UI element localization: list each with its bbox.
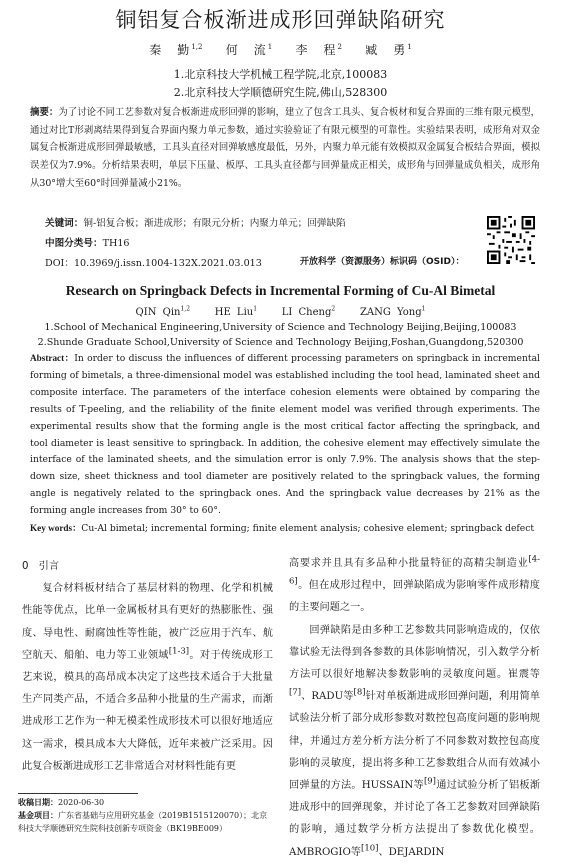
- footnote: [18, 793, 273, 835]
- author-cn: 秦 勤: [149, 43, 192, 57]
- affiliation-cn-2: 2.北京科技大学顺德研究生院,佛山,528300: [173, 86, 388, 99]
- keywords-cn-label: 关键词：: [45, 218, 84, 229]
- author-en: HE Liu: [214, 307, 254, 318]
- affiliation-en-2: 2.Shunde Graduate School,University of Science and Technology Beijing,Foshan,Guangdong,520300: [37, 337, 524, 348]
- keywords-cn-text: 铜-铝复合板；渐进成形；有限元分析；内聚力单元；回弹缺陷: [83, 218, 346, 229]
- clc-value: TH16: [102, 238, 130, 249]
- clc-label: 中图分类号：: [45, 238, 103, 249]
- abstract-cn-label: 摘要：: [30, 107, 59, 118]
- body-paragraph: 复合材料板材结合了基层材料的物理、化学和机械性能等优点，比单一金属板材具有更好的热膨胀性、强度、导电性、耐腐蚀性等性能，被广泛应用于汽车、航空航天、船舶、电力等工业领域[1-3]。对于传统成形工艺来说，模具的高昂成本决定了这些技术适合于大批量生产同类产品，不适合多品种小批量的生产需求，而渐进成形工艺作为一种无模柔性成形技术可以很好地适应这一需求，模具成本大大降低，近年来被广泛采用。因此复合板渐进成形工艺非常适合对材料性能有更: [22, 583, 274, 772]
- clc-number: [45, 235, 130, 249]
- authors-en: [0, 307, 561, 318]
- author-sup: 1: [267, 43, 273, 51]
- osid-label: 开放科学（资源服务）标识码（OSID）：: [300, 257, 465, 267]
- received-label: 收稿日期：: [18, 798, 58, 807]
- received-date: 2020-06-30: [58, 798, 105, 807]
- citation: [9]: [423, 776, 436, 787]
- title-cn: 铜铝复合板渐进成形回弹缺陷研究: [115, 8, 446, 32]
- author-sup: 1,2: [191, 43, 203, 51]
- citation: [7]: [289, 687, 302, 698]
- abstract-en-label: Abstract：: [30, 353, 75, 363]
- author-en: LI Cheng: [281, 307, 332, 318]
- footnote-rule: [18, 793, 138, 794]
- author-sup: 1,2: [180, 305, 191, 313]
- author-sup: 1: [407, 43, 412, 51]
- body-column-left: [22, 556, 273, 778]
- fund-label: 基金项目：: [18, 811, 58, 820]
- author-cn: 李 程: [295, 43, 338, 57]
- body-column-right: [289, 553, 540, 864]
- abstract-en-text: In order to discuss the influences of different processing parameters on springback in incremental forming of bimetals, a three-dimensional model was established including the tool head, laminated sheet and composite interface. The parameters of the interface cohesion elements were obtained by comparing the results of T-peeling, and the reliability of the finite element model was verified through experiments. The experimental results show that the forming angle is the most critical factor affecting the springback, and tool diameter is least sensitive to springback. In addition, the cohesive element may effectively simulate the interface of the laminated sheets, and the simulation error is only 7.9%. The analysis shows that the step-down size, sheet thickness and tool diameter are positively related to the springback values, the forming angle is negatively related to the springback ones. And the springback value decreases by 21% as the forming angle increases from 30° to 60°.: [30, 353, 540, 517]
- body-paragraph: 高要求并且具有多品种小批量特征的高精尖制造业[4-6]。但在成形过程中，回弹缺陷成为影响零件成形精度的主要问题之一。: [289, 554, 540, 614]
- keywords-en-label: Key words：: [30, 523, 82, 534]
- citation: [8]: [353, 687, 366, 698]
- author-sup: 1: [253, 305, 258, 313]
- title-en: Research on Springback Defects in Incremental Forming of Cu-Al Bimetal: [65, 283, 496, 298]
- body-paragraph: 回弹缺陷是由多种工艺参数共同影响造成的，仅依靠试验无法得到各参数的具体影响情况，引入数学分析方法可以很好地解决参数影响的灵敏度问题。崔震等[7]、RADU等[8]针对单板渐进成形回弹问题，利用简单试验法分析了部分成形参数对数控包高度问题的影响规律，并通过方差分析方法分析了不同参数对数控包高度影响的灵敏度，提出将多种工艺参数组合从而有效减小回弹量的方法。HUSSAIN等[9]通过试验分析了铝板渐进成形中的回弹现象，并讨论了各工艺参数对回弹缺陷的影响，通过数学分析方法提出了参数优化模型。AMBROGIO等[10]、DEJARDIN: [289, 624, 541, 858]
- abstract-cn-text: 为了讨论不同工艺参数对复合板渐进成形回弹的影响，建立了包含工具头、复合板材和复合界面的三维有限元模型，通过对比T形剥离结果得到复合界面内聚力单元参数，通过实验验证了有限元模型的可靠性。实验结果表明，成形角对双金属复合板渐进成形回弹最敏感，工具头直径对回弹敏感度最低，另外，内聚力单元能有效模拟双金属复合板结合界面，模拟误差仅为7.9%。分析结果表明，单层下压量、板厚、工具头直径都与回弹量成正相关，成形角与回弹量成负相关，成形角从30°增大至60°时回弹量减小21%。: [30, 107, 540, 189]
- author-sup: 2: [337, 43, 342, 51]
- affiliation-cn-1: 1.北京科技大学机械工程学院,北京,100083: [173, 68, 388, 81]
- doi: DOI：10.3969/j.issn.1004-132X.2021.03.013: [45, 258, 262, 269]
- authors-cn: [0, 41, 561, 58]
- keywords-cn: [45, 215, 346, 229]
- citation: [10]: [361, 843, 379, 854]
- qr-code-icon: [487, 216, 535, 264]
- section-heading: 0 引言: [22, 561, 60, 572]
- author-en: ZANG Yong: [359, 307, 422, 318]
- author-en: QIN Qin: [135, 307, 181, 318]
- citation: [1-3]: [168, 646, 190, 657]
- author-cn: 臧 勇: [365, 43, 408, 57]
- fund-text: 广东省基础与应用研究基金（2019B1515120070）；北京科技大学顺德研究生院科技创新专项资金（BK19BE009）: [18, 811, 268, 833]
- citation: [4-6]: [289, 554, 540, 587]
- author-sup: 2: [331, 305, 336, 313]
- abstract-en: [30, 350, 540, 538]
- keywords-en-text: Cu-Al bimetal; incremental forming; finite element analysis; cohesive element; springback defect: [81, 523, 535, 535]
- affiliation-en-1: 1.School of Mechanical Engineering,University of Science and Technology Beijing,Beijing,100083: [44, 322, 517, 333]
- author-sup: 1: [421, 305, 426, 313]
- author-cn: 何 流: [225, 43, 268, 57]
- abstract-cn: [30, 104, 540, 193]
